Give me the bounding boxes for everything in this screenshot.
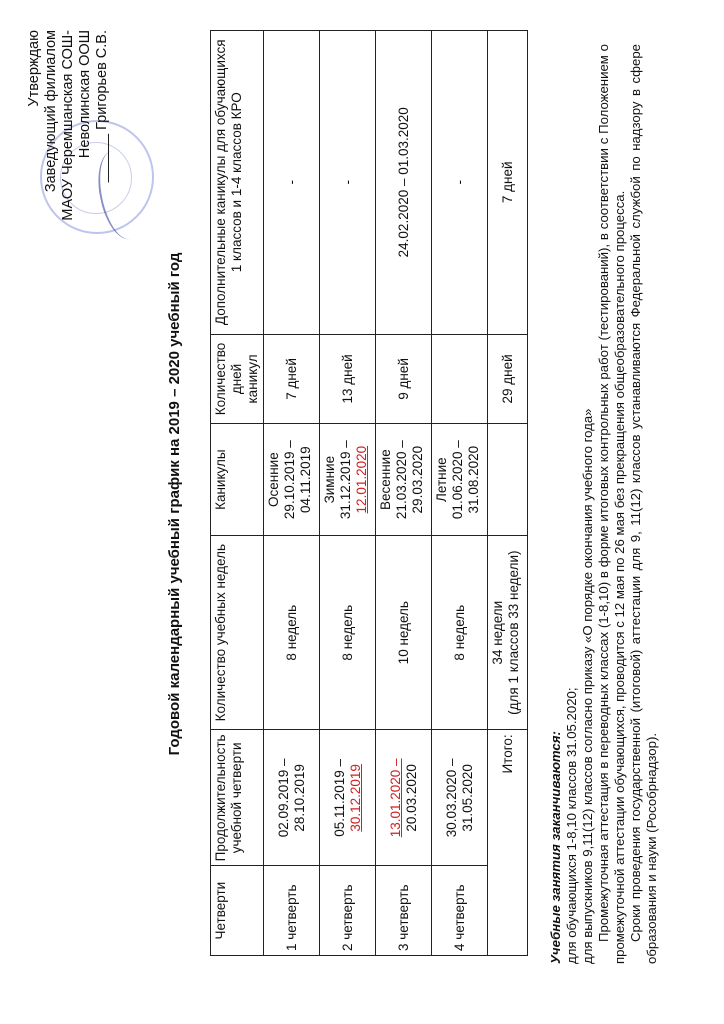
quarter-cell: 3 четверть [376,866,432,956]
duration-cell [264,730,320,866]
notes-line: для выпускников 9,11(12) классов согласно приказу «О порядке окончания учебного года» [580,408,595,964]
table-row [432,31,488,956]
duration-start: 05.11.2019 – [331,758,347,837]
header-cell: Каникулы [211,424,264,536]
header-cell: Количество учебных недель [211,535,264,729]
header-cell: Количество дней каникул [211,334,264,424]
holiday-name: Зимние [322,455,337,504]
duration-end: 20.03.2020 [403,764,419,832]
duration-cell [320,730,376,866]
extra-cell: - [432,31,488,335]
duration-end: 31.05.2020 [459,764,475,832]
holiday-start: 31.12.2019 – [338,440,353,520]
holiday-start: 29.10.2019 – [282,440,297,520]
approve-line: ______ Григорьев С.В. [94,30,110,183]
table-row [376,31,432,956]
notes-heading: Учебные занятия заканчиваются: [548,731,563,964]
approve-line: Утверждаю [26,30,42,107]
holiday-name: Осенние [266,452,281,508]
document-title: Годовой календарный учебный график на 2019 – 2020 учебный год [166,252,183,756]
total-extra: 7 дней [488,31,528,335]
total-holiday-cell [488,424,528,536]
approve-line: Заведующий филиалом [43,30,59,193]
holiday-cell [432,424,488,536]
total-days: 29 дней [488,334,528,424]
total-weeks: 34 недели [490,600,505,665]
duration-end: 28.10.2019 [291,764,307,832]
total-label: Итого: [488,730,528,956]
table-header-row [211,31,264,956]
header-cell: Продолжительность учебной четверти [211,730,264,866]
holiday-cell [264,424,320,536]
weeks-cell: 8 недель [264,535,320,729]
quarter-cell: 1 четверть [264,866,320,956]
duration-end: 30.12.2019 [347,764,363,832]
schedule-table [210,30,528,956]
notes-line: для обучающихся 1-8,10 классов 31.05.2020; [564,687,579,964]
notes-block [548,44,660,964]
extra-cell: 24.02.2020 – 01.03.2020 [376,31,432,335]
days-cell: 7 дней [264,334,320,424]
days-cell: 13 дней [320,334,376,424]
holiday-start: 01.06.2020 – [450,440,465,520]
holiday-name: Летние [434,457,449,502]
table-row [264,31,320,956]
duration-cell [432,730,488,866]
days-cell: 9 дней [376,334,432,424]
duration-cell [376,730,432,866]
total-weeks-note: (для 1 классов 33 недели) [506,550,521,715]
weeks-cell: 8 недель [432,535,488,729]
notes-paragraph: Промежуточная аттестация в переводных классах (1-8,10) в форме итоговых контрольных работ (тестирований), в соответствии с Положением о промежуточной аттестации обучающихся, проводится с 12 мая по 26 мая без прекращения общеобразовательного процесса. [596,44,627,964]
duration-start: 02.09.2019 – [275,758,291,838]
table-total-row [488,31,528,956]
holiday-end: 29.03.2020 [410,445,425,514]
holiday-end: 04.11.2019 [298,446,313,513]
quarter-cell: 2 четверть [320,866,376,956]
approve-line: МАОУ Черемшанская СОШ- [60,30,76,221]
approval-block [26,30,111,270]
duration-start: 13.01.2020 – [387,758,403,838]
approve-line: Неволинская ООШ [77,30,93,159]
weeks-cell: 10 недель [376,535,432,729]
header-cell: Дополнительные каникулы для обучающихся 1 классов и 1-4 классов КРО [211,31,264,335]
header-cell: Четверти [211,866,264,956]
notes-paragraph: Сроки проведения государственной (итоговой) аттестации для 9, 11(12) классов устанавливаются Федеральной службой по надзору в сфере образования и науки (Рособрнадзор). [628,44,659,964]
holiday-end: 12.01.2020 [354,445,369,514]
holiday-cell [376,424,432,536]
table-row [320,31,376,956]
duration-start: 30.03.2020 – [443,758,459,838]
holiday-start: 21.03.2020 – [394,440,409,520]
holiday-cell [320,424,376,536]
days-cell [432,334,488,424]
extra-cell: - [264,31,320,335]
extra-cell: - [320,31,376,335]
holiday-name: Весенние [378,449,393,511]
quarter-cell: 4 четверть [432,866,488,956]
total-weeks-cell [488,535,528,729]
holiday-end: 31.08.2020 [466,445,481,514]
weeks-cell: 8 недель [320,535,376,729]
